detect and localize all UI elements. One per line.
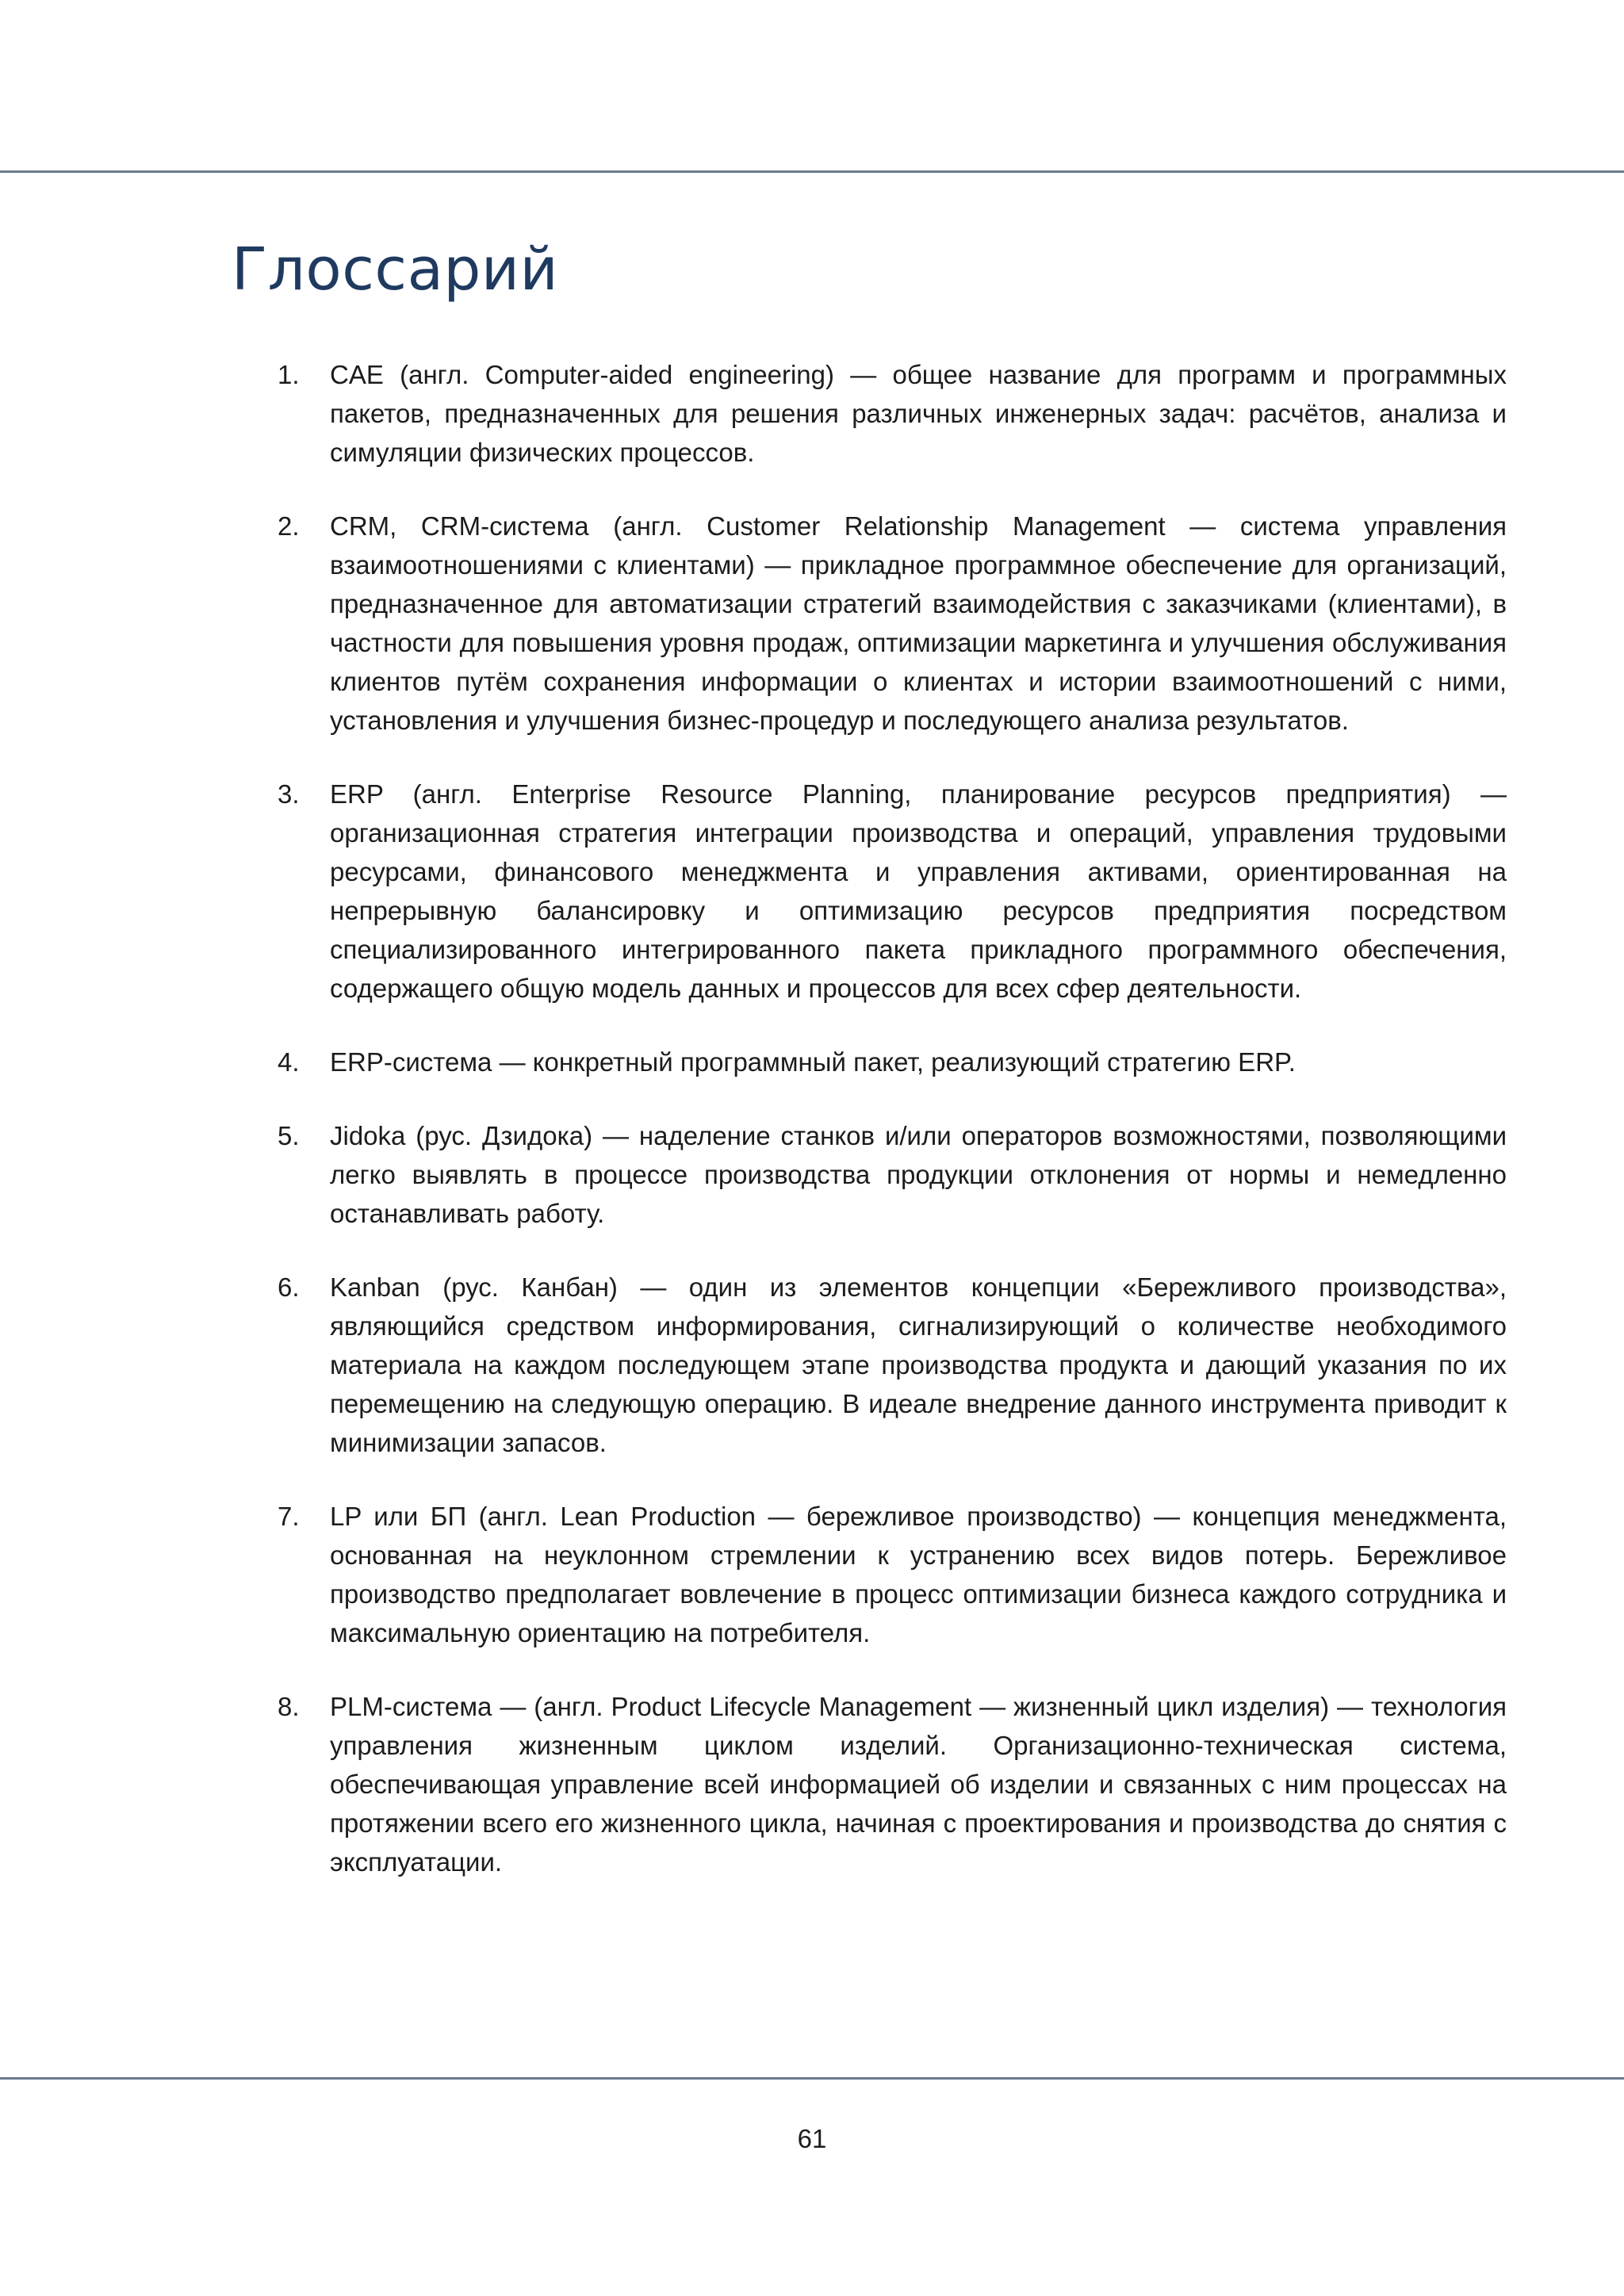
entry-text: ERP (англ. Enterprise Resource Planning, планирование ресурсов предприятия) — организационная стратегия интеграции производства и операций, управления трудовыми ресурсами, финансового менеджмента и управления активами, ориентированная на непрерывную балансировку и оптимизацию ресурсов предприятия посредством специализированного интегрированного пакета прикладного программного обеспечения, содержащего общую модель данных и процессов для всех сфер деятельности. — [330, 779, 1507, 1003]
glossary-entry-4 — [278, 1043, 1507, 1081]
entry-number: 6. — [278, 1272, 300, 1302]
entry-number: 8. — [278, 1692, 300, 1721]
page-title: Глоссарий — [232, 235, 559, 304]
entry-text: CAE (англ. Computer-aided engineering) — общее название для программ и программных пакетов, предназначенных для решения различных инженерных задач: расчётов, анализа и симуляции физических процессов. — [330, 360, 1507, 467]
entry-number: 7. — [278, 1502, 300, 1531]
entry-text: Jidoka (рус. Дзидока) — наделение станков и/или операторов возможностями, позволяющими легко выявлять в процессе производства продукции отклонения от нормы и немедленно останавливать работу. — [330, 1121, 1507, 1228]
entry-text: LP или БП (англ. Lean Production — бережливое производство) — концепция менеджмента, основанная на неуклонном стремлении к устранению всех видов потерь. Бережливое производство предполагает вовлечение в процесс оптимизации бизнеса каждого сотрудника и максимальную ориентацию на потребителя. — [330, 1502, 1507, 1647]
entry-text: Kanban (рус. Канбан) — один из элементов концепции «Бережливого производства», являющийся средством информирования, сигнализирующий о количестве необходимого материала на каждом последующем этапе производства продукта и дающий указания по их перемещению на следующую операцию. В идеале внедрение данного инструмента приводит к минимизации запасов. — [330, 1272, 1507, 1457]
glossary-entry-1 — [278, 355, 1507, 472]
entry-text: ERP-система — конкретный программный пакет, реализующий стратегию ERP. — [330, 1047, 1296, 1077]
glossary-entry-5 — [278, 1116, 1507, 1233]
entry-text: CRM, CRM-система (англ. Customer Relationship Management — система управления взаимоотношениями с клиентами) — прикладное программное обеспечение для организаций, предназначенное для автоматизации стратегий взаимодействия с заказчиками (клиентами), в частности для повышения уровня продаж, оптимизации маркетинга и улучшения обслуживания клиентов путём сохранения информации о клиентах и истории взаимоотношений с ними, установления и улучшения бизнес-процедур и последующего анализа результатов. — [330, 511, 1507, 735]
entry-text: PLM-система — (англ. Product Lifecycle Management — жизненный цикл изделия) — технология управления жизненным циклом изделий. Организационно-техническая система, обеспечивающая управление всей информацией об изделии и связанных с ним процессах на протяжении всего его жизненного цикла, начиная с проектирования и производства до снятия с эксплуатации. — [330, 1692, 1507, 1877]
glossary-entry-7 — [278, 1497, 1507, 1652]
entry-number: 4. — [278, 1047, 300, 1077]
glossary-entry-3 — [278, 775, 1507, 1008]
glossary-list — [278, 355, 1507, 1916]
glossary-entry-8 — [278, 1687, 1507, 1881]
entry-number: 1. — [278, 360, 300, 389]
entry-number: 2. — [278, 511, 300, 541]
entry-number: 3. — [278, 779, 300, 809]
entry-number: 5. — [278, 1121, 300, 1150]
footer-divider — [0, 2077, 1624, 2080]
header-divider — [0, 170, 1624, 173]
glossary-entry-6 — [278, 1268, 1507, 1462]
glossary-entry-2 — [278, 507, 1507, 740]
page-number: 61 — [797, 2124, 827, 2153]
